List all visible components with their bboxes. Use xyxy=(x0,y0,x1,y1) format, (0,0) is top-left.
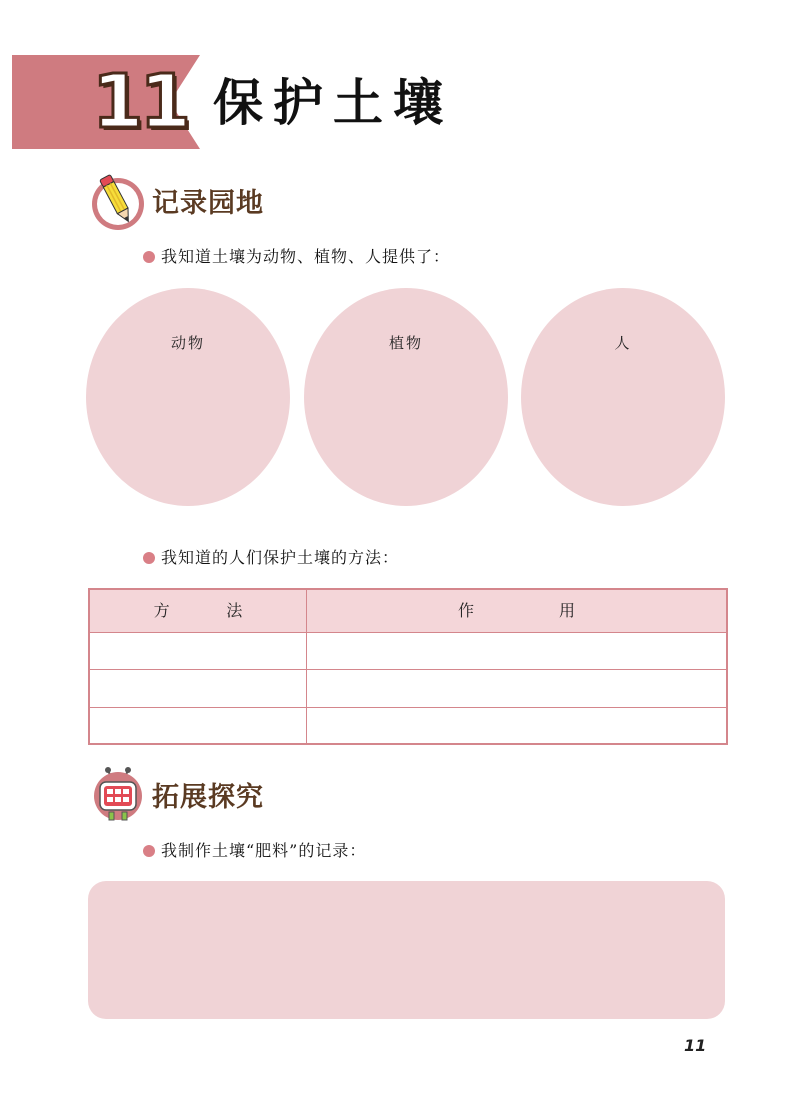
page-number: 11 xyxy=(684,1036,707,1055)
robot-icon xyxy=(90,766,146,826)
prompt-fertilizer-text: 我制作土壤“肥料”的记录： xyxy=(161,841,367,860)
bullet-dot xyxy=(143,251,155,263)
methods-table xyxy=(88,588,728,745)
pencil-icon xyxy=(90,172,146,232)
lesson-number: 11 xyxy=(92,59,187,145)
table-header-method: 方 法 xyxy=(153,601,243,620)
page-title: 保护土壤 xyxy=(213,74,453,132)
table-cell-method-1[interactable] xyxy=(90,632,306,669)
answer-circle-animals[interactable] xyxy=(86,288,290,506)
circle-label-people: 人 xyxy=(614,334,632,352)
bullet-dot xyxy=(143,552,155,564)
fertilizer-record-box[interactable] xyxy=(88,881,725,1019)
prompt-methods-text: 我知道的人们保护土壤的方法： xyxy=(161,548,400,567)
section-title-explore: 拓展探究 xyxy=(152,782,264,813)
circle-label-plants: 植物 xyxy=(388,334,423,352)
bullet-dot xyxy=(143,845,155,857)
prompt-fertilizer xyxy=(143,839,366,863)
section-title-record: 记录园地 xyxy=(152,188,264,219)
prompt-provides-text: 我知道土壤为动物、植物、人提供了： xyxy=(161,247,451,266)
table-cell-method-2[interactable] xyxy=(90,670,306,707)
table-cell-effect-1[interactable] xyxy=(307,632,726,669)
table-cell-effect-2[interactable] xyxy=(307,670,726,707)
prompt-provides xyxy=(143,245,450,269)
table-cell-method-3[interactable] xyxy=(90,708,306,745)
prompt-methods xyxy=(143,546,399,570)
answer-circle-plants[interactable] xyxy=(304,288,508,506)
answer-circle-people[interactable] xyxy=(521,288,725,506)
table-cell-effect-3[interactable] xyxy=(307,708,726,745)
circle-label-animals: 动物 xyxy=(170,334,205,352)
table-header-effect: 作 用 xyxy=(457,601,576,620)
